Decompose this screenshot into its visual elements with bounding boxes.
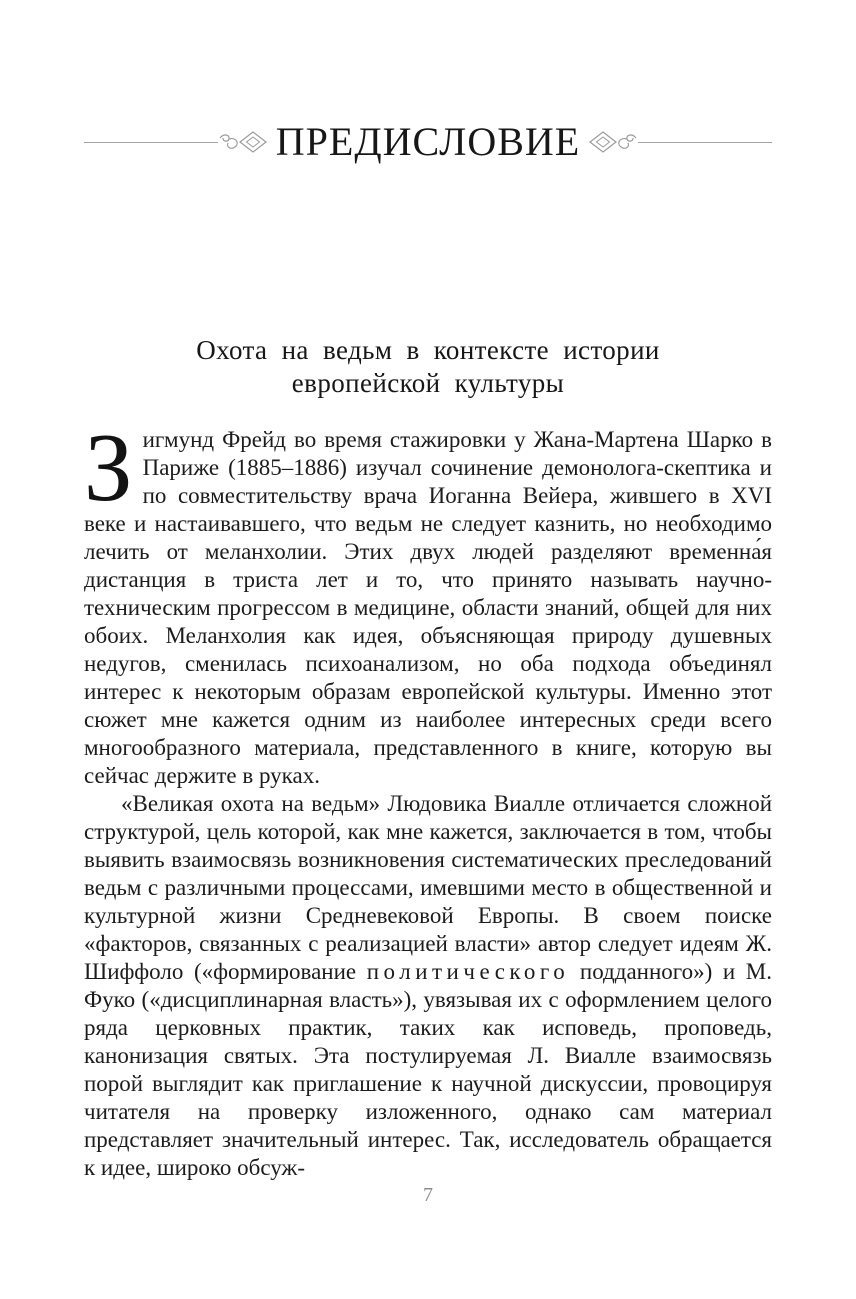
- body-text: [84, 414, 772, 1182]
- chapter-title: ПРЕДИСЛОВИЕ: [275, 119, 581, 164]
- paragraph-second: [84, 790, 772, 1182]
- drop-cap: З: [84, 414, 133, 521]
- paragraph-first: [84, 414, 772, 790]
- page-number: 7: [423, 1184, 433, 1206]
- section-title: [84, 334, 772, 400]
- header-rule-left: [84, 142, 218, 143]
- section-title-line1: Охота на ведьм в контексте истории: [196, 335, 660, 365]
- header-rule-right: [638, 142, 772, 143]
- flourish-ornament-left: [218, 128, 270, 156]
- section-title-line2: европейской культуры: [291, 368, 565, 398]
- paragraph-second-before: «Великая охота на ведьм» Людовика Виалле отличается сложной структурой, цель которой, как мне кажется, заключается в том, чтобы выявить взаимосвязь возникновения систематических преследований ведьм с различными процессами, имевшими место в общественной и культурной жизни Средневековой Европы. В своем поиске «факторов, связанных с реализацией власти» автор следует идеям Ж. Шиффоло («формирование: [84, 791, 772, 984]
- flourish-ornament-right: [586, 128, 638, 156]
- paragraph-second-after: подданного») и М. Фуко («дисциплинарная власть»), увязывая их с оформлением целого ряда церковных практик, таких как исповедь, проповедь, канонизация святых. Эта постулируемая Л. Виалле взаимосвязь порой выглядит как приглашение к научной дискуссии, провоцируя читателя на проверку изложенного, однако сам материал представляет значительный интерес. Так, исследователь обращается к идее, широко обсуж-: [84, 959, 772, 1180]
- paragraph-first-text: игмунд Фрейд во время стажировки у Жана-Мартена Шарко в Париже (1885–1886) изучал сочинение демонолога-скептика и по совместительству врача Иоганна Вейера, жившего в XVI веке и настаивавшего, что ведьм не следует казнить, но необходимо лечить от меланхолии. Этих двух людей разделяют временна́я дистанция в триста лет и то, что принято называть научно-техническим прогрессом в медицине, области знаний, общей для них обоих. Меланхолия как идея, объясняющая природу душевных недугов, сменилась психоанализом, но оба подхода объединял интерес к некоторым образам европейской культуры. Именно этот сюжет мне кажется одним из наиболее интересных среди всего многообразного материала, представленного в книге, которую вы сейчас держите в руках.: [84, 427, 772, 788]
- chapter-header: [84, 118, 772, 166]
- page-content: [0, 118, 856, 1182]
- paragraph-second-emphasis: политического: [366, 959, 570, 984]
